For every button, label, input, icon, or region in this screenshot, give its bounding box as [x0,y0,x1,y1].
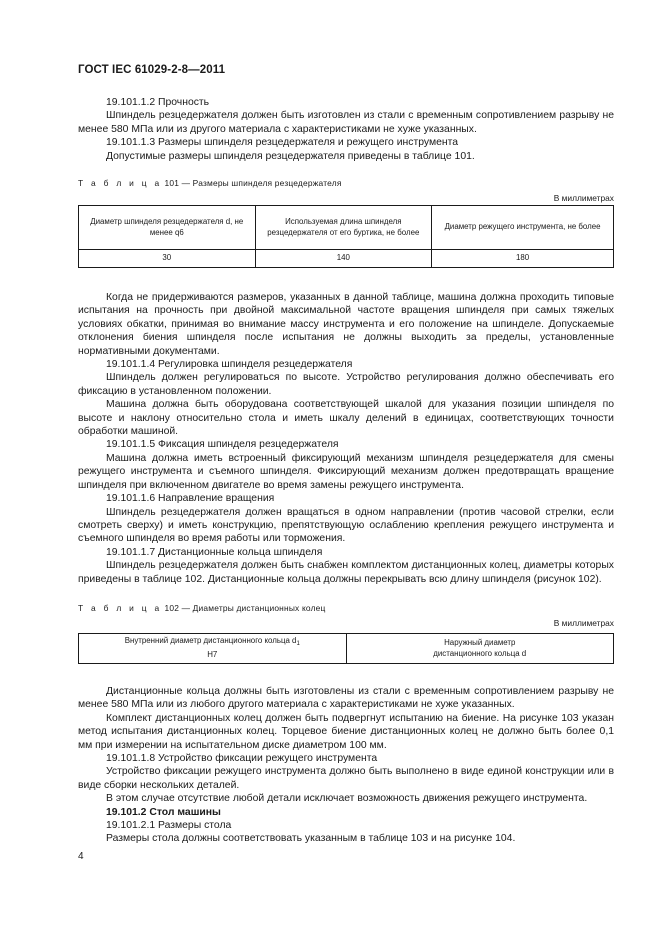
table-row [79,250,614,268]
paragraph: Когда не придерживаются размеров, указанных в данной таблице, машина должна проходить типовые испытания на прочность при двойной максимальной частоте вращения шпинделя при самых тяжелых условиях обкатки, принимая во внимание массу инструмента и его положение на шпинделе. Допускаемые отклонения биения шпинделя после испытания не должны выходить за пределы, установленные нормативными документами. [78,292,614,357]
section-strength [78,96,614,163]
section-rings [78,685,614,846]
table-header-cell: Наружный диаметр дистанционного кольца d [346,634,614,664]
table-header-cell: Используемая длина шпинделя резцедержателя от его буртика, не более [255,206,432,250]
table-cell: 30 [79,250,256,268]
section-spindle [78,291,614,586]
document-header: ГОСТ IEC 61029-2-8—2011 [78,64,226,76]
paragraph: Шпиндель резцедержателя должен вращаться в одном направлении (против часовой стрелки, если смотреть сверху) и иметь конструкцию, препятствующую ослаблению крепления режущего инструмента и съемного шпинделя во время работы или торможения. [78,506,614,545]
paragraph: Дистанционные кольца должны быть изготовлены из стали с временным сопротивлением разрыву не менее 580 МПа или из любого другого материала с характеристиками не хуже указанных. [78,686,614,711]
clause-heading: 19.101.1.7 Дистанционные кольца шпинделя [106,546,323,558]
paragraph: Машина должна быть оборудована соответствующей шкалой для указания позиции шпинделя по высоте и наклону относительно стола и иметь шкалу делений в единицах, соответствующих точности обработки машиной. [78,399,614,438]
paragraph: Шпиндель резцедержателя должен быть изготовлен из стали с временным сопротивлением разрыву не менее 580 МПа или из другого материала с характеристиками не хуже указанных. [78,110,614,135]
clause-heading: 19.101.2.1 Размеры стола [106,820,232,832]
paragraph: Комплект дистанционных колец должен быть подвергнут испытанию на биение. На рисунке 103 указан метод испытания дистанционных колец. Торцевое биение дистанционных колец не должно быть более 0,1 мм при измерении на испытательном диске диаметром 100 мм. [78,712,614,751]
paragraph: Машина должна иметь встроенный фиксирующий механизм шпинделя резцедержателя для смены режущего инструмента и съемного шпинделя. Фиксирующий механизм должен предотвращать вращение шпинделя при включенном двигателе во время замены режущего инструмента. [78,452,614,491]
table-header-cell: Диаметр режущего инструмента, не более [432,206,614,250]
section-heading: 19.101.2 Стол машины [106,806,221,818]
table-header-row [79,634,614,664]
clause-heading: 19.101.1.6 Направление вращения [106,493,275,505]
table-101-units: В миллиметрах [553,193,614,203]
paragraph: В этом случае отсутствие любой детали исключает возможность движения режущего инструмента. [106,793,588,805]
clause-heading: 19.101.1.3 Размеры шпинделя резцедержателя и режущего инструмента [106,137,459,149]
clause-heading: 19.101.1.4 Регулировка шпинделя резцедержателя [106,359,353,371]
clause-heading: 19.101.1.2 Прочность [106,97,210,108]
table-cell: 140 [255,250,432,268]
table-cell: 180 [432,250,614,268]
table-header-cell: Внутренний диаметр дистанционного кольца $d_1$ H7 [79,634,347,664]
clause-heading: 19.101.1.8 Устройство фиксации режущего инструмента [106,753,378,765]
paragraph: Допустимые размеры шпинделя резцедержателя приведены в таблице 101. [106,150,475,162]
paragraph: Шпиндель резцедержателя должен быть снабжен комплектом дистанционных колец, диаметры которых приведены в таблице 102. Дистанционные кольца должны перекрывать всю длину шпинделя (рисунок 102). [78,560,614,585]
table-101-caption: Т а б л и ц а 101 — Размеры шпинделя резцедержателя [78,178,342,188]
clause-heading: 19.101.1.5 Фиксация шпинделя резцедержателя [106,439,339,451]
paragraph: Устройство фиксации режущего инструмента должно быть выполнено в виде единой конструкции или в виде сборки нескольких деталей. [78,766,614,791]
table-header-cell: Диаметр шпинделя резцедержателя d, не менее q6 [79,206,256,250]
table-header-row [79,206,614,250]
table-101 [78,205,614,268]
page-number: 4 [78,851,84,862]
table-102 [78,633,614,664]
paragraph: Шпиндель должен регулироваться по высоте. Устройство регулирования должно обеспечивать его фиксацию в установленном положении. [78,372,614,397]
paragraph: Размеры стола должны соответствовать указанным в таблице 103 и на рисунке 104. [106,833,516,845]
table-102-units: В миллиметрах [553,618,614,628]
table-102-caption: Т а б л и ц а 102 — Диаметры дистанционных колец [78,603,326,613]
